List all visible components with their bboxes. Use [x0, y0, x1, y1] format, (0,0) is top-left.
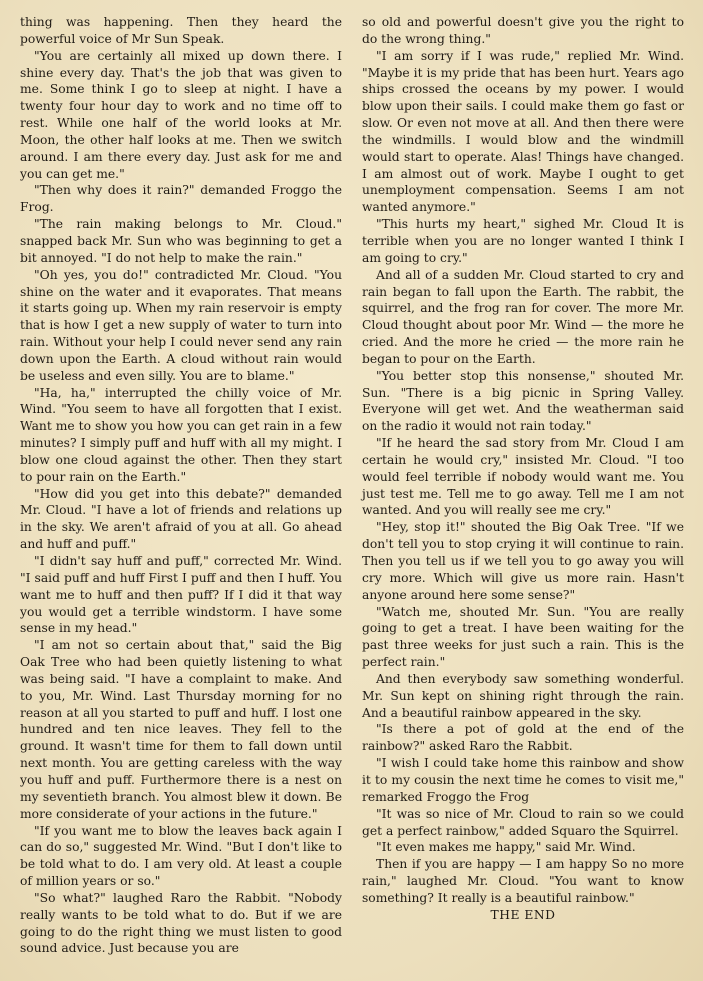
paragraph: "Then why does it rain?" demanded Froggo the Frog.	[20, 183, 342, 215]
paragraph: "I am sorry if I was rude," replied Mr. Wind. "Maybe it is my pride that has been hurt. Years ago ships crossed the oceans by my power. I would blow upon their sails. I could make them go fast or slow. Or even not move at all. And then there were the windmills. I would blow and the windmill would start to operate. Alas! Things have changed. I am almost out of work. Maybe I ought to get unemployment compensation. Seems I am not wanted anymore."	[362, 48, 684, 215]
paragraph: "I wish I could take home this rainbow and show it to my cousin the next time he comes to visit me," remarked Froggo the Frog	[362, 756, 684, 804]
the-end-label: THE END	[490, 907, 556, 922]
paragraph: "If you want me to blow the leaves back again I can do so," suggested Mr. Wind. "But I don't like to be told what to do. I am very old. At least a couple of million years or so."	[20, 823, 342, 889]
paragraph: so old and powerful doesn't give you the right to do the wrong thing."	[362, 15, 684, 46]
paragraph: "Hey, stop it!" shouted the Big Oak Tree. "If we don't tell you to stop crying it will continue to rain. Then you tell us if we tell you to go away you will cry more. Which will give us more rain. Hasn't anyone around here some sense?"	[362, 520, 684, 602]
paragraph: "I didn't say huff and puff," corrected Mr. Wind. "I said puff and huff First I puff and then I huff. You want me to huff and then puff? If I did it that way you would get a terrible windstorm. I have some sense in my head."	[20, 554, 342, 636]
paragraph: "You better stop this nonsense," shouted Mr. Sun. "There is a big picnic in Spring Valley. Everyone will get wet. And the weatherman said on the radio it would not rain today."	[362, 368, 684, 434]
paragraph: Then if you are happy — I am happy So no more rain," laughed Mr. Cloud. "You want to know something? It really is a beautiful rainbow."	[362, 857, 684, 905]
paragraph: "Is there a pot of gold at the end of the rainbow?" asked Raro the Rabbit.	[362, 722, 684, 754]
paragraph: "This hurts my heart," sighed Mr. Cloud It is terrible when you are no longer wanted I think I am going to cry."	[362, 217, 684, 265]
paragraph: "Oh yes, you do!" contradicted Mr. Cloud. "You shine on the water and it evaporates. That means it starts going up. When my rain reservoir is empty that is how I get a new supply of water to turn into rain. Without your help I could never send any rain down upon the Earth. A cloud without rain would be useless and even silly. You are to blame."	[20, 267, 342, 383]
right-column	[362, 14, 684, 924]
paragraph: And all of a sudden Mr. Cloud started to cry and rain began to fall upon the Earth. The rabbit, the squirrel, and the frog ran for cover. The more Mr. Cloud thought about poor Mr. Wind — the more he cried. And the more he cried — the more rain he began to pour on the Earth.	[362, 267, 684, 366]
paragraph: And then everybody saw something wonderful. Mr. Sun kept on shining right through the rain. And a beautiful rainbow appeared in the sky.	[362, 671, 684, 720]
paragraph: "The rain making belongs to Mr. Cloud." snapped back Mr. Sun who was beginning to get a bit annoyed. "I do not help to make the rain."	[20, 217, 342, 265]
paragraph: "How did you get into this debate?" demanded Mr. Cloud. "I have a lot of friends and relations up in the sky. We aren't afraid of you at all. Go ahead and huff and puff."	[20, 486, 342, 552]
paragraph: "If he heard the sad story from Mr. Cloud I am certain he would cry," insisted Mr. Cloud. "I too would feel terrible if nobody would want me. You just test me. Tell me to go away. Tell me I am not wanted. And you will really see me cry."	[362, 436, 684, 518]
left-column	[20, 14, 342, 957]
paragraph: thing was happening. Then they heard the powerful voice of Mr Sun Speak.	[20, 15, 342, 46]
paragraph: "You are certainly all mixed up down there. I shine every day. That's the job that was given to me. Some think I go to sleep at night. I have a twenty four hour day to work and no time off to rest. While one half of the world looks at Mr. Moon, the other half looks at me. Then we switch around. I am there every day. Just ask for me and you can get me."	[20, 48, 342, 181]
paragraph: "Ha, ha," interrupted the chilly voice of Mr. Wind. "You seem to have all forgotten that I exist. Want me to show you how you can get rain in a few minutes? I simply puff and huff with all my might. I blow one cloud against the other. Then they start to pour rain on the Earth."	[20, 385, 342, 484]
paragraph: "So what?" laughed Raro the Rabbit. "Nobody really wants to be told what to do. But if we are going to do the right thing we must listen to good sound advice. Just because you are	[20, 890, 342, 956]
paragraph: "Watch me, shouted Mr. Sun. "You are really going to get a treat. I have been waiting for the past three weeks for just such a rain. This is the perfect rain."	[362, 604, 684, 670]
paragraph: "It even makes me happy," said Mr. Wind.	[376, 840, 636, 855]
paragraph: "It was so nice of Mr. Cloud to rain so we could get a perfect rainbow," added Squaro the Squirrel.	[362, 806, 684, 838]
paragraph: "I am not so certain about that," said the Big Oak Tree who had been quietly listening to what was being said. "I have a complaint to make. And to you, Mr. Wind. Last Thursday morning for no reason at all you started to puff and huff. I lost one hundred and ten nice leaves. They fell to the ground. It wasn't time for them to fall down until next month. You are getting careless with the way you huff and puff. Furthermore there is a nest on my seventieth branch. You almost blew it down. Be more considerate of your actions in the future."	[20, 638, 342, 821]
